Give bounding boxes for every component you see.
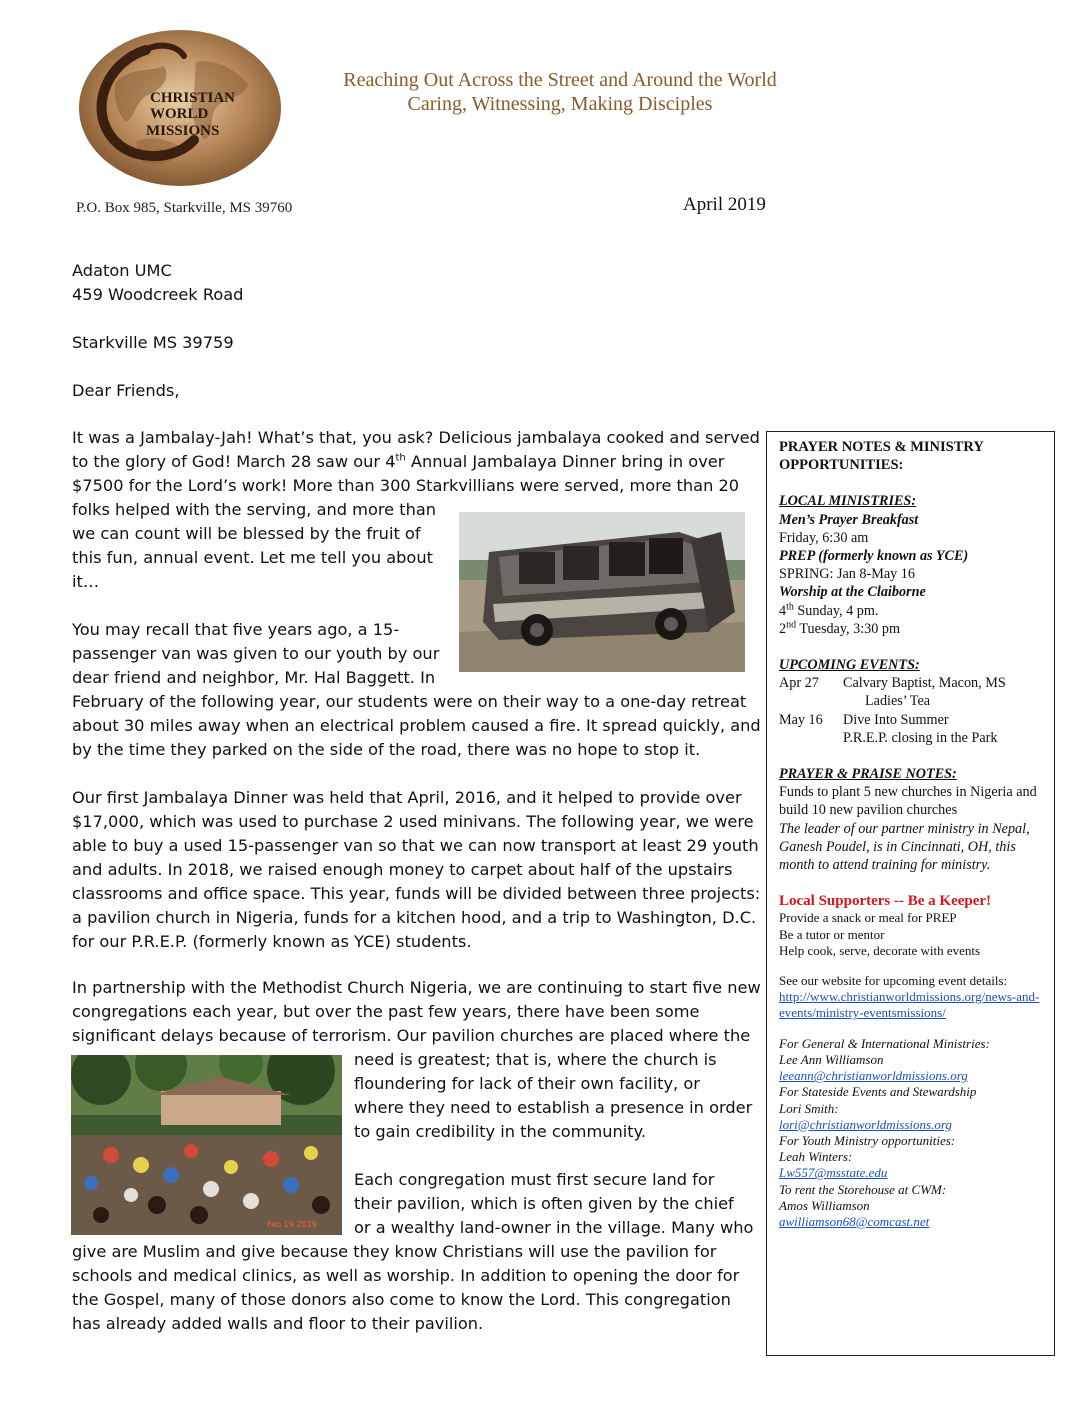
contact-role: For Stateside Events and Stewardship <box>779 1084 977 1100</box>
p1-superscript: th <box>395 452 406 464</box>
contact-name: Lee Ann Williamson <box>779 1051 884 1067</box>
mens-breakfast-time: Friday, 6:30 am <box>779 529 869 546</box>
recipient-name: Adaton UMC <box>72 261 172 280</box>
event-item <box>779 711 1044 747</box>
website-link[interactable]: http://www.christianworldmissions.org/news-and-events/ministry-eventsmissions/ <box>779 989 1040 1021</box>
letter-paragraph-4: In partnership with the Methodist Church Nigeria, we are continuing to start five new congregations each year, but over the past few years, there have been some significant delays because of terrorism. Our pavilion churches are placed where the <box>72 978 761 1045</box>
po-box-address: P.O. Box 985, Starkville, MS 39760 <box>76 200 293 216</box>
keeper-item: Be a tutor or mentor <box>779 926 885 942</box>
keeper-item: Help cook, serve, decorate with events <box>779 942 981 958</box>
letter-paragraph-5: Each congregation must first secure land for their pavilion, which is often given by the chief or a wealthy land-owner in the village. Many who <box>354 1170 754 1237</box>
tagline-line-1: Reaching Out Across the Street and Around the World <box>343 69 777 91</box>
worship-tuesday-sup: nd <box>786 619 797 631</box>
event-title: Dive Into Summer <box>843 711 949 728</box>
letter-paragraph-2: You may recall that five years ago, a 15-passenger van was given to our youth by our dear friend and neighbor, Mr. Hal Baggett. In <box>72 620 440 687</box>
contact-email-link[interactable]: lori@christianworldmissions.org <box>779 1116 952 1132</box>
letter-paragraph-3: Our first Jambalaya Dinner was held that April, 2016, and it helped to provide over $17,000, which was used to purchase 2 used minivans. The following year, we were able to buy a used 15-passenger van so that we can now transport at least 29 youth and adults. In 2018, we raised enough money to carpet about half of the upstairs classrooms and office space. This year, funds will be divided between three projects: a pavilion church in Nigeria, funds for a kitchen hood, and a trip to Washington, D.C. for our P.R.E.P. (formerly known as YCE) students. <box>72 788 761 951</box>
mens-breakfast-title: Men’s Prayer Breakfast <box>779 511 919 528</box>
contact-name: Amos Williamson <box>779 1197 870 1213</box>
event-subtitle: Ladies’ Tea <box>865 693 931 710</box>
cwm-logo <box>76 22 283 190</box>
keeper-item: Provide a snack or meal for PREP <box>779 910 957 926</box>
local-ministries-heading: LOCAL MINISTRIES: <box>779 493 917 510</box>
worship-sunday-num: 4 <box>779 602 787 619</box>
worship-sunday-text: Sunday, 4 pm. <box>793 602 879 619</box>
letter-paragraph-2-continued: February of the following year, our students were on their way to a one-day retreat about 30 miles away when an electrical problem caused a fire. It spread quickly, and by the time they parked on the side of the road, there was no hope to stop it. <box>72 692 761 759</box>
event-title: Calvary Baptist, Macon, MS <box>843 675 1006 692</box>
pavilion-congregation-photo <box>71 1055 342 1235</box>
letter-paragraph-4-continued: need is greatest; that is, where the church is floundering for lack of their own facility, or where they need to establish a presence in order to gain credibility in the community. <box>354 1050 753 1141</box>
praise-note-1: Funds to plant 5 new churches in Nigeria and build 10 new pavilion churches <box>779 784 1037 819</box>
worship-tuesday <box>779 620 1044 638</box>
event-date: May 16 <box>779 711 823 728</box>
letter-date: April 2019 <box>683 194 766 215</box>
worship-sunday-sup: th <box>786 600 794 612</box>
contact-email-link[interactable]: awilliamson68@comcast.net <box>779 1213 930 1229</box>
logo-text-christian: CHRISTIAN <box>150 90 236 106</box>
contact-name: Lori Smith: <box>779 1100 839 1116</box>
contact-role: To rent the Storehouse at CWM: <box>779 1181 947 1197</box>
contact-name: Leah Winters: <box>779 1149 853 1165</box>
contact-role: For General & International Ministries: <box>779 1035 990 1051</box>
letter-paragraph-5-continued: give are Muslim and give because they know Christians will use the pavilion for schools and medical clinics, as well as worship. In addition to opening the door for the Gospel, many of those donors also come to know the Lord. This congregation has already added walls and floor to their pavilion. <box>72 1242 740 1333</box>
keeper-heading: Local Supporters -- Be a Keeper! <box>779 893 992 910</box>
p1-text-b: Annual Jambalaya Dinner bring in over $7500 for the Lord’s work! More than 300 Starkvillians were served, more than 20 <box>72 452 740 495</box>
letter-paragraph-1 <box>72 426 762 498</box>
recipient-city: Starkville MS 39759 <box>72 333 234 352</box>
logo-text-missions: MISSIONS <box>146 123 220 139</box>
event-subtitle: P.R.E.P. closing in the Park <box>843 729 998 746</box>
worship-sunday <box>779 602 1044 620</box>
worship-tuesday-num: 2 <box>779 620 787 637</box>
worship-tuesday-text: Tuesday, 3:30 pm <box>796 620 901 637</box>
contact-role: For Youth Ministry opportunities: <box>779 1132 956 1148</box>
greeting: Dear Friends, <box>72 381 180 400</box>
website-note: See our website for upcoming event details: <box>779 973 1008 989</box>
praise-notes-heading: PRAYER & PRAISE NOTES: <box>779 766 957 783</box>
contact-email-link[interactable]: leeann@christianworldmissions.org <box>779 1068 968 1084</box>
event-item <box>779 674 1044 710</box>
recipient-street: 459 Woodcreek Road <box>72 285 244 304</box>
prep-title: PREP (formerly known as YCE) <box>779 548 969 565</box>
letter-paragraph-1-continued: folks helped with the serving, and more than we can count will be blessed by the fruit of this fun, annual event. Let me tell you about it… <box>72 500 437 591</box>
tagline-line-2: Caring, Witnessing, Making Disciples <box>407 93 713 115</box>
burned-van-photo <box>459 512 745 672</box>
p1-text-a: It was a Jambalay-Jah! What’s that, you ask? Delicious jambalaya cooked and served to the glory of God! March 28 saw our 4 <box>72 428 760 471</box>
upcoming-events-heading: UPCOMING EVENTS: <box>779 657 920 674</box>
logo-text-world: WORLD <box>150 106 209 122</box>
worship-claiborne-title: Worship at the Claiborne <box>779 584 926 601</box>
event-date: Apr 27 <box>779 675 819 692</box>
prayer-notes-sidebar <box>766 431 1055 1356</box>
praise-note-2: The leader of our partner ministry in Nepal, Ganesh Poudel, is in Cincinnati, OH, this month to attend training for ministry. <box>779 820 1030 874</box>
sidebar-title: PRAYER NOTES & MINISTRY OPPORTUNITIES: <box>779 439 984 474</box>
photo-date-stamp: Feb 19 2019 <box>267 1220 317 1229</box>
prep-schedule: SPRING: Jan 8-May 16 <box>779 566 915 583</box>
contact-email-link[interactable]: Lw557@msstate.edu <box>779 1165 888 1181</box>
